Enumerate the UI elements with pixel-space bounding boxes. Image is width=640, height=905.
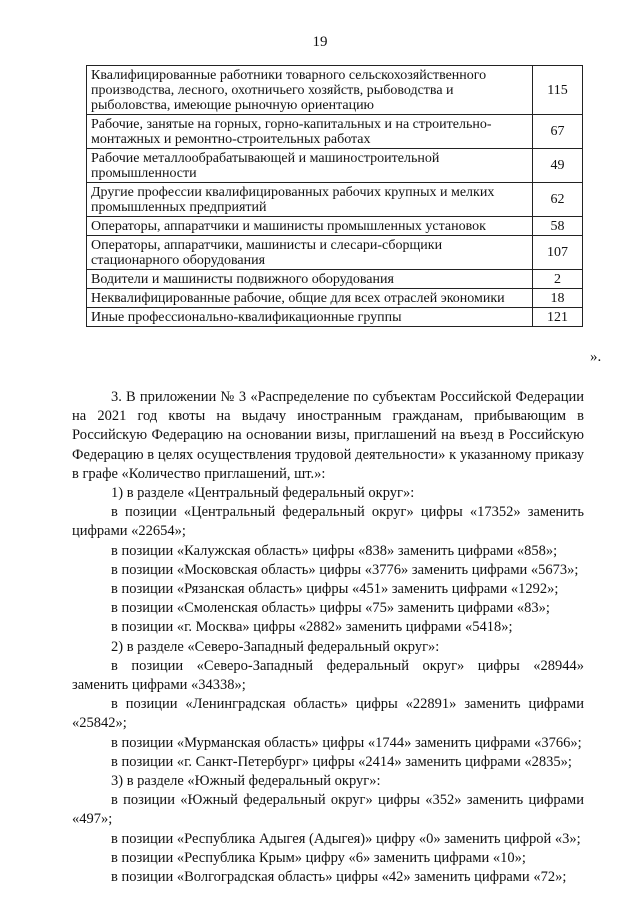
amendment-item: в позиции «Московская область» цифры «3776» заменить цифрами «5673»; [111, 561, 579, 578]
table-row [87, 149, 583, 183]
quota-table [86, 65, 583, 327]
amendment-item: в позиции «Калужская область» цифры «838» заменить цифрами «858»; [111, 542, 558, 559]
table-row [87, 270, 583, 289]
amendment-item: в позиции «г. Санкт-Петербург» цифры «2414» заменить цифрами «2835»; [111, 753, 572, 770]
row-value: 67 [533, 115, 583, 149]
amendment-item: в позиции «Мурманская область» цифры «1744» заменить цифрами «3766»; [111, 734, 582, 751]
table-closing-mark: ». [590, 349, 602, 365]
row-label: Операторы, аппаратчики и машинисты промышленных установок [87, 217, 533, 236]
table-row [87, 183, 583, 217]
section-heading: 2) в разделе «Северо-Западный федеральный округ»: [111, 638, 440, 655]
row-value: 115 [533, 66, 583, 115]
amendment-item: в позиции «Южный федеральный округ» цифры «352» заменить цифрами «497»; [72, 792, 584, 828]
document-body [72, 388, 584, 887]
amendment-item: в позиции «Центральный федеральный округ» цифры «17352» заменить цифрами «22654»; [72, 504, 584, 540]
row-value: 107 [533, 236, 583, 270]
table-row [87, 308, 583, 327]
amendment-item: в позиции «г. Москва» цифры «2882» заменить цифрами «5418»; [111, 619, 513, 636]
row-value: 62 [533, 183, 583, 217]
row-value: 49 [533, 149, 583, 183]
table-row [87, 217, 583, 236]
amendment-item: в позиции «Республика Крым» цифру «6» заменить цифрами «10»; [111, 849, 526, 866]
row-label: Квалифицированные работники товарного сельскохозяйственного производства, лесного, охотничьего хозяйств, рыбоводства и рыболовства, имеющие рыночную ориентацию [87, 66, 533, 115]
amendment-item: в позиции «Ленинградская область» цифры «22891» заменить цифрами «25842»; [72, 696, 584, 732]
table-row [87, 236, 583, 270]
section-heading: 1) в разделе «Центральный федеральный округ»: [111, 485, 415, 502]
row-value: 18 [533, 289, 583, 308]
table-row [87, 66, 583, 115]
amendment-item: в позиции «Республика Адыгея (Адыгея)» цифру «0» заменить цифрой «3»; [111, 830, 581, 847]
row-value: 2 [533, 270, 583, 289]
amendment-item: в позиции «Северо-Западный федеральный округ» цифры «28944» заменить цифрами «34338»; [72, 657, 584, 694]
amendment-item: в позиции «Волгоградская область» цифры «42» заменить цифрами «72»; [111, 869, 567, 886]
table-row [87, 115, 583, 149]
section-heading: 3) в разделе «Южный федеральный округ»: [111, 773, 381, 790]
row-label: Операторы, аппаратчики, машинисты и слесари-сборщики стационарного оборудования [87, 236, 533, 270]
row-label: Другие профессии квалифицированных рабочих крупных и мелких промышленных предприятий [87, 183, 533, 217]
row-label: Рабочие, занятые на горных, горно-капитальных и на строительно-монтажных и ремонтно-строительных работах [87, 115, 533, 149]
row-value: 58 [533, 217, 583, 236]
row-label: Неквалифицированные рабочие, общие для всех отраслей экономики [87, 289, 533, 308]
row-value: 121 [533, 308, 583, 327]
row-label: Водители и машинисты подвижного оборудования [87, 270, 533, 289]
amendment-item: в позиции «Смоленская область» цифры «75» заменить цифрами «83»; [111, 600, 550, 617]
row-label: Рабочие металлообрабатывающей и машиностроительной промышленности [87, 149, 533, 183]
paragraph-intro: 3. В приложении № 3 «Распределение по субъектам Российской Федерации на 2021 год квоты на выдачу иностранным гражданам, прибывающим в Российскую Федерацию на основании визы, приглашений на въезд в Российскую Федерацию в целях осуществления трудовой деятельности» к указанному приказу в графе «Количество приглашений, шт.»: [72, 389, 584, 482]
row-label: Иные профессионально-квалификационные группы [87, 308, 533, 327]
table-row [87, 289, 583, 308]
amendment-item: в позиции «Рязанская область» цифры «451» заменить цифрами «1292»; [111, 581, 559, 598]
page-number: 19 [312, 34, 328, 50]
